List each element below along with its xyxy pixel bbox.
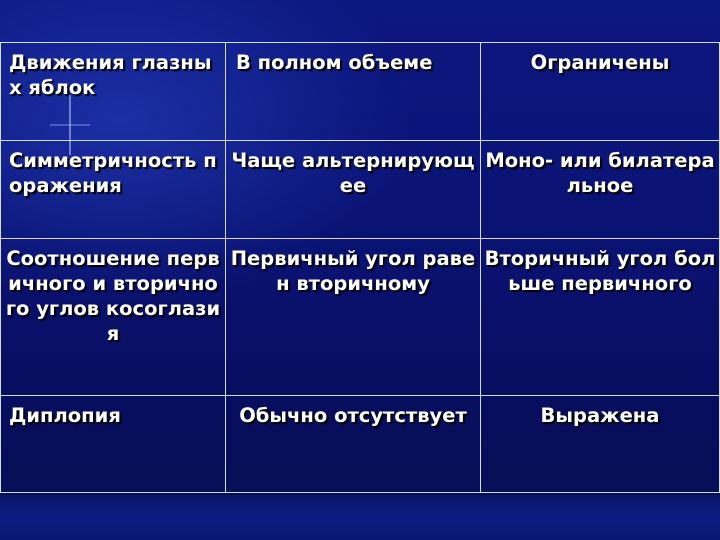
cell-angle-ratio-col3: Вторичный угол больше первичного [481,239,720,396]
comparison-table [0,42,720,493]
cell-angle-ratio-col2: Первичный угол равен вторичному [226,239,481,396]
row-label-eye-movements: Движения глазных яблок [1,43,226,141]
cell-eye-movements-col2: В полном объеме [226,43,481,141]
cell-eye-movements-col3: Ограничены [481,43,720,141]
cell-symmetry-col2: Чаще альтернирующее [226,141,481,239]
table-row [1,396,720,493]
table-row [1,239,720,396]
table-row [1,43,720,141]
cell-diplopia-col3: Выражена [481,396,720,493]
cell-diplopia-col2: Обычно отсутствует [226,396,481,493]
row-label-diplopia: Диплопия [1,396,226,493]
bottom-band [0,495,720,540]
row-label-angle-ratio: Соотношение первичного и вторичного углов косоглазия [1,239,226,396]
row-label-symmetry: Симметричность поражения [1,141,226,239]
table-row [1,141,720,239]
cell-symmetry-col3: Моно- или билатеральное [481,141,720,239]
